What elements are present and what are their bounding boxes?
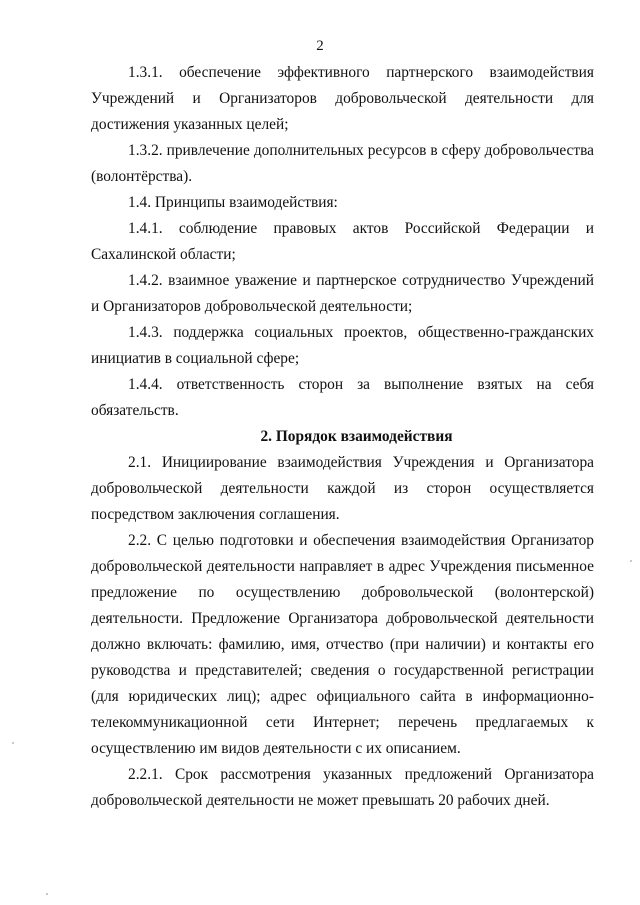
paragraph-1-4-4: 1.4.4. ответственность сторон за выполнение взятых на себя обязательств. (91, 376, 594, 419)
document-body (91, 60, 594, 814)
paragraph-2-1: 2.1. Инициирование взаимодействия Учреждения и Организатора добровольческой деятельности каждой из сторон осуществляется посредством заключения соглашения. (91, 454, 594, 523)
paragraph-1-3-1: 1.3.1. обеспечение эффективного партнерского взаимодействия Учреждений и Организаторов добровольческой деятельности для достижения указанных целей; (91, 64, 594, 133)
paragraph-1-3-2: 1.3.2. привлечение дополнительных ресурсов в сферу добровольчества (волонтёрства). (91, 142, 594, 185)
paragraph-2-2: 2.2. С целью подготовки и обеспечения взаимодействия Организатор добровольческой деятельности направляет в адрес Учреждения письменное предложение по осуществлению добровольческой (волонтерской) деятельности. Предложение Организатора добровольческой деятельности должно включать: фамилию, имя, отчество (при наличии) и контакты его руководства и представителей; сведения о государственной регистрации (для юридических лиц); адрес официального сайта в информационно-телекоммуникационной сети Интернет; перечень предлагаемых к осуществлению им видов деятельности с их описанием. (91, 532, 594, 757)
paragraph-1-4-3: 1.4.3. поддержка социальных проектов, общественно-гражданских инициатив в социальной сфере; (91, 324, 594, 367)
paragraph-1-4: 1.4. Принципы взаимодействия: (128, 194, 338, 211)
paragraph-2-2-1: 2.2.1. Срок рассмотрения указанных предложений Организатора добровольческой деятельности не может превышать 20 рабочих дней. (91, 766, 594, 809)
scan-speck (630, 560, 632, 562)
scan-speck (46, 893, 48, 895)
paragraph-1-4-2: 1.4.2. взаимное уважение и партнерское сотрудничество Учреждений и Организаторов добровольческой деятельности; (91, 272, 594, 315)
section-heading: 2. Порядок взаимодействия (260, 428, 453, 445)
page-number: 2 (316, 38, 324, 54)
scan-speck (12, 742, 14, 744)
paragraph-1-4-1: 1.4.1. соблюдение правовых актов Российской Федерации и Сахалинской области; (91, 220, 594, 263)
